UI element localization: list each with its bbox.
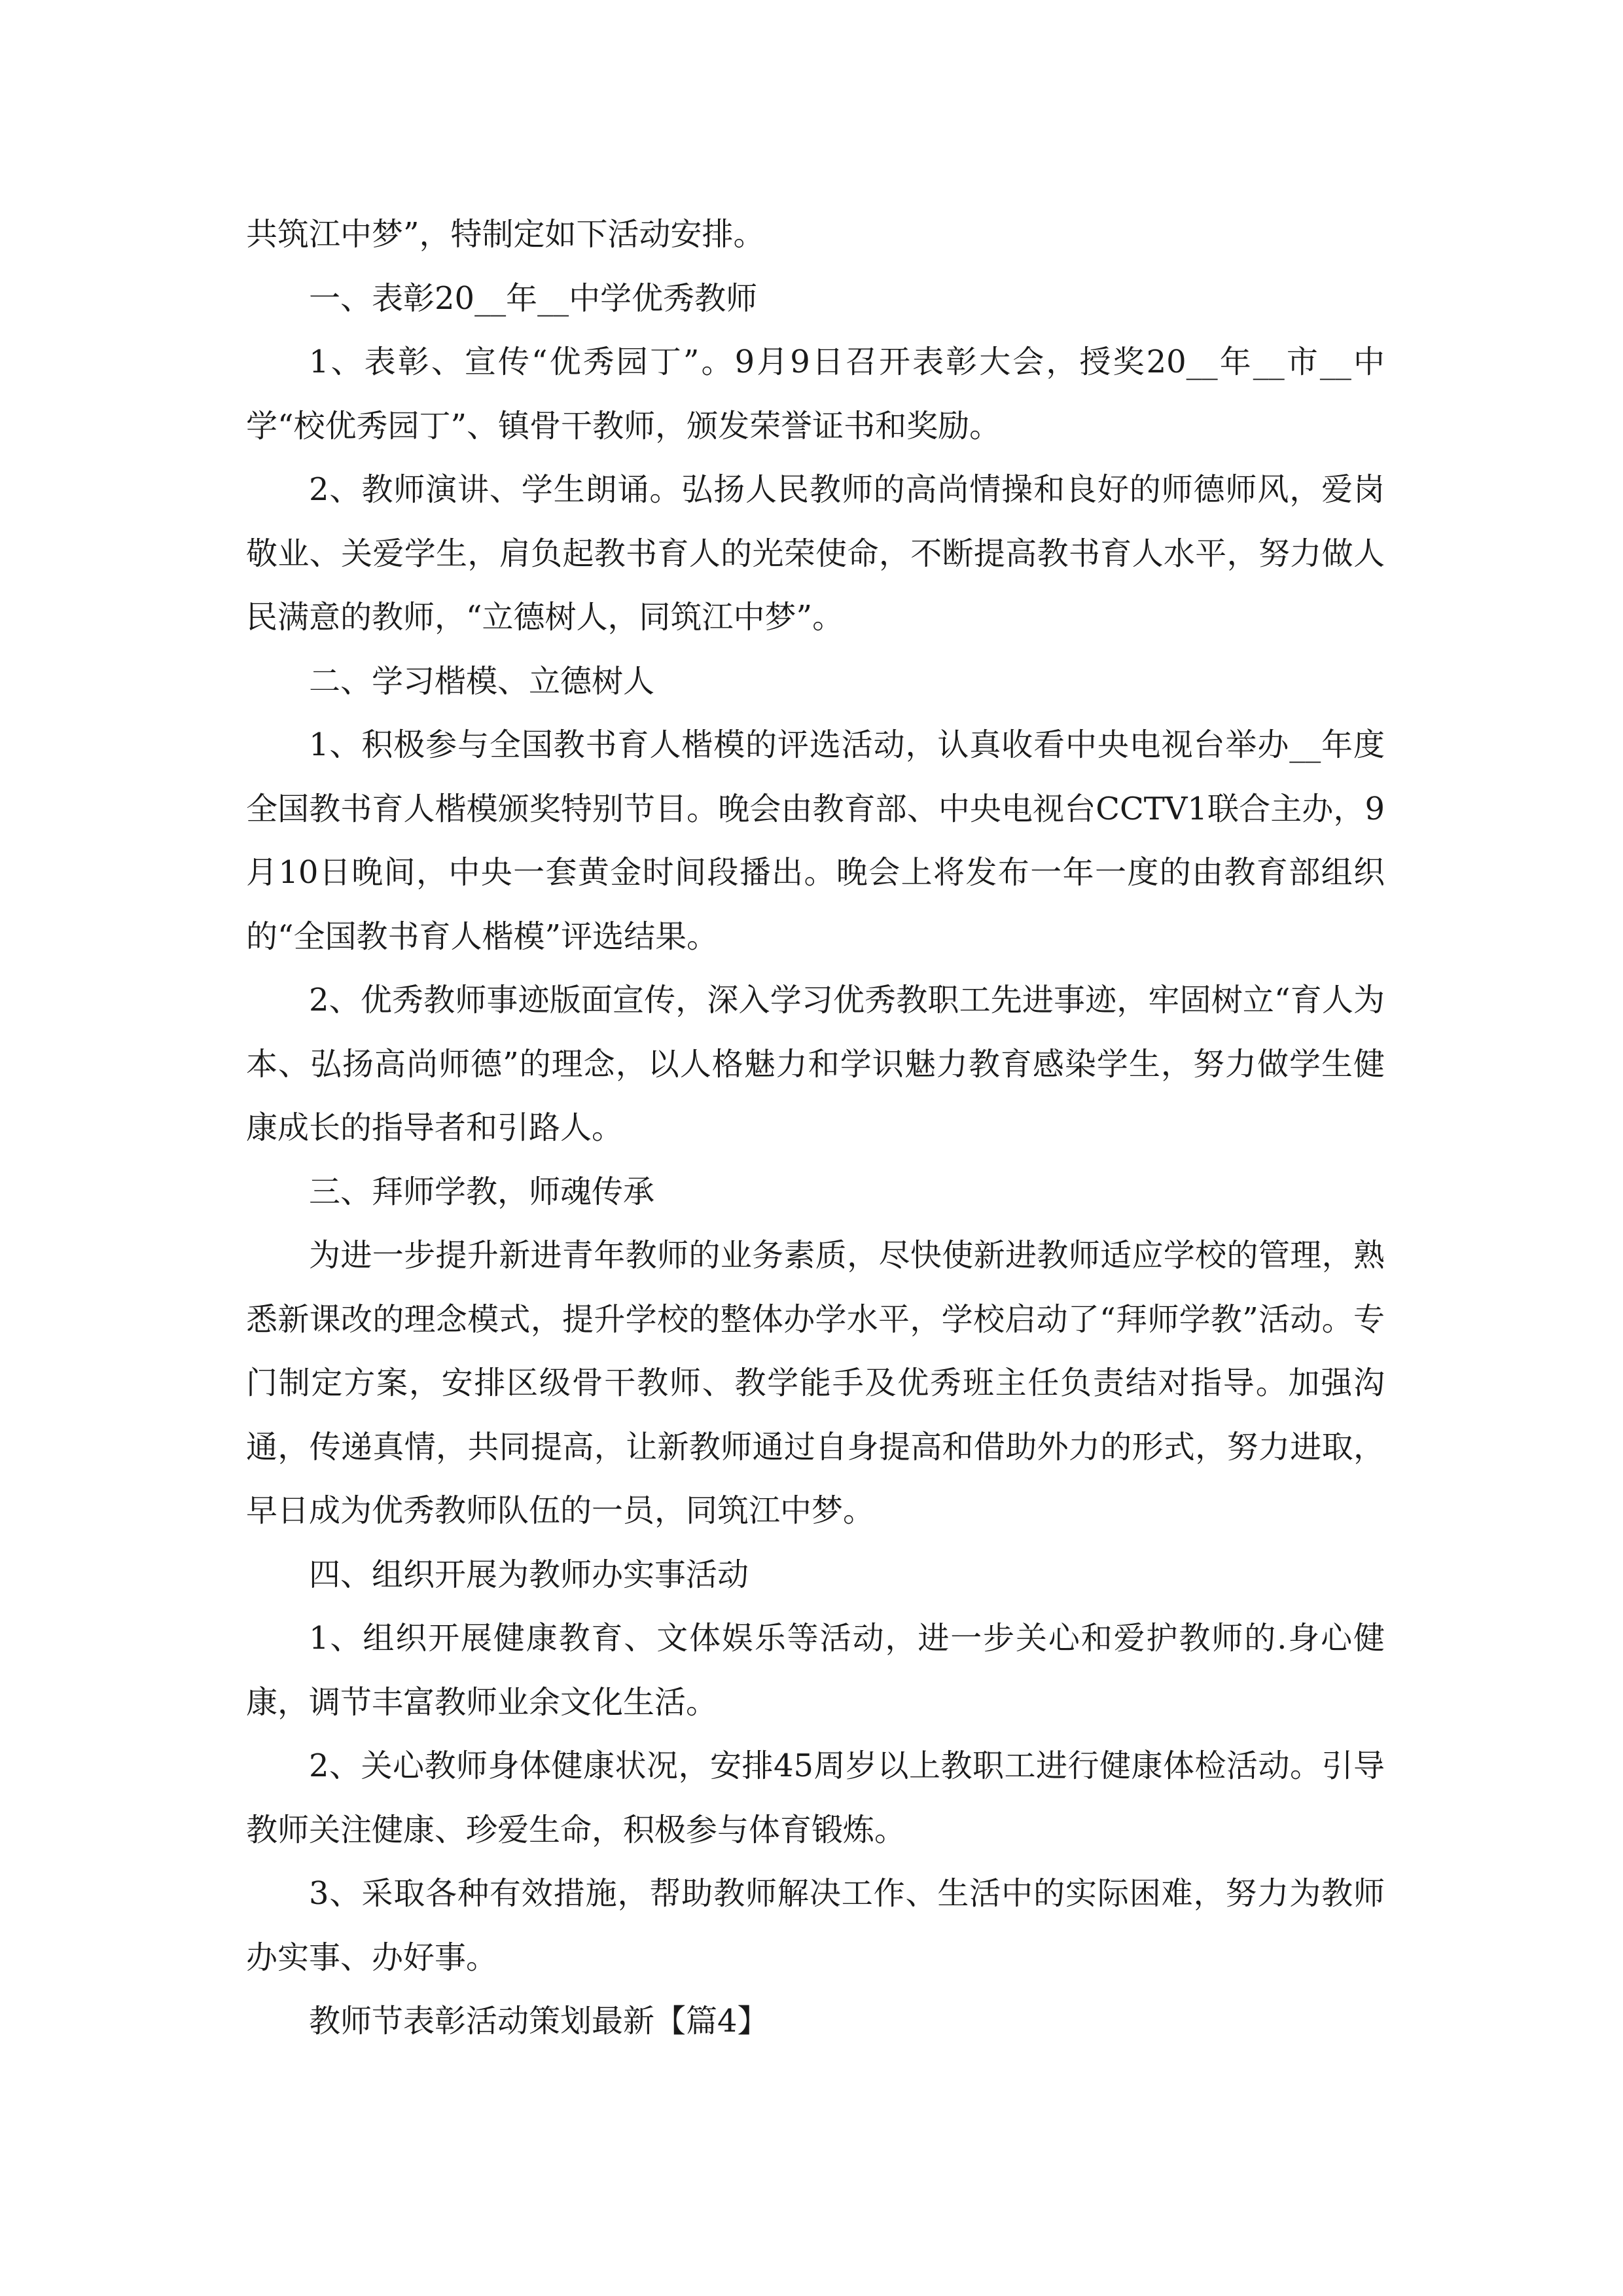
paragraph-2-1: 1、积极参与全国教书育人楷模的评选活动，认真收看中央电视台举办__年度全国教书育人楷模颁奖特别节目。晚会由教育部、中央电视台CCTV1联合主办，9月10日晚间，中央一套黄金时间段播出。晚会上将发布一年一度的由教育部组织的“全国教书育人楷模”评选结果。 xyxy=(246,726,1385,955)
section-heading-2: 二、学习楷模、立德树人 xyxy=(309,662,655,700)
paragraph-4-2: 2、关心教师身体健康状况，安排45周岁以上教职工进行健康体检活动。引导教师关注健康、珍爱生命，积极参与体育锻炼。 xyxy=(246,1748,1385,1848)
section-heading-1: 一、表彰20__年__中学优秀教师 xyxy=(309,279,758,317)
paragraph-3-1: 为进一步提升新进青年教师的业务素质，尽快使新进教师适应学校的管理，熟悉新课改的理念模式，提升学校的整体办学水平，学校启动了“拜师学教”活动。专门制定方案，安排区级骨干教师、教学能手及优秀班主任负责结对指导。加强沟通，传递真情，共同提高，让新教师通过自身提高和借助外力的形式，努力进取，早日成为优秀教师队伍的一员，同筑江中梦。 xyxy=(246,1237,1385,1529)
paragraph-1-2: 2、教师演讲、学生朗诵。弘扬人民教师的高尚情操和良好的师德师风，爱岗敬业、关爱学生，肩负起教书育人的光荣使命，不断提高教书育人水平，努力做人民满意的教师，“立德树人，同筑江中梦”。 xyxy=(246,471,1385,636)
next-article-heading: 教师节表彰活动策划最新【篇4】 xyxy=(309,2003,769,2039)
paragraph-intro-continuation: 共筑江中梦”，特制定如下活动安排。 xyxy=(246,216,765,253)
section-heading-3: 三、拜师学教，师魂传承 xyxy=(309,1173,655,1210)
paragraph-4-3: 3、采取各种有效措施，帮助教师解决工作、生活中的实际困难，努力为教师办实事、办好事。 xyxy=(246,1875,1385,1976)
paragraph-2-2: 2、优秀教师事迹版面宣传，深入学习优秀教职工先进事迹，牢固树立“育人为本、弘扬高尚师德”的理念，以人格魅力和学识魅力教育感染学生，努力做学生健康成长的指导者和引路人。 xyxy=(246,982,1385,1146)
paragraph-1-1: 1、表彰、宣传“优秀园丁”。9月9日召开表彰大会，授奖20__年__市__中学“校优秀园丁”、镇骨干教师，颁发荣誉证书和奖励。 xyxy=(246,344,1385,444)
document-body xyxy=(246,203,1385,2054)
paragraph-4-1: 1、组织开展健康教育、文体娱乐等活动，进一步关心和爱护教师的.身心健康，调节丰富教师业余文化生活。 xyxy=(246,1620,1385,1721)
section-heading-4: 四、组织开展为教师办实事活动 xyxy=(309,1556,749,1593)
